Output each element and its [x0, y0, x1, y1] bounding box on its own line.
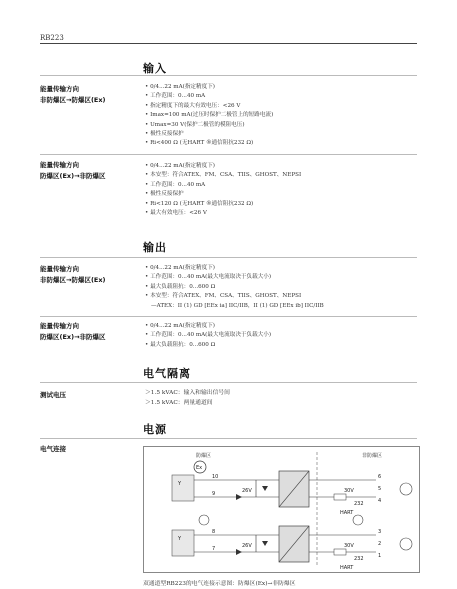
bullet-list: [145, 162, 301, 218]
transmitter-icon: [172, 475, 194, 501]
resistor-icon: [334, 549, 346, 555]
bullet-list: [145, 83, 273, 149]
list-item: • 0/4...22 mA(指定精度下): [145, 322, 271, 331]
transmitter-icon: [172, 530, 194, 556]
list-item: —ATEX：II (1) GD [EEx ia] IIC/IIB，II (1) GD [EEx ib] IIC/IIB: [151, 302, 324, 309]
safe-zone-label: 非防爆区: [362, 453, 383, 459]
list-item: • 0/4...22 mA(指定精度下): [145, 83, 273, 92]
voltage-label: 30V: [344, 488, 354, 494]
diagram-caption: 双通道型RB223的电气连接示意图：防爆区(Ex)→非防爆区: [143, 581, 296, 587]
section-title-input: 输入: [143, 62, 167, 75]
list-item: • 指定精度下的最大有效电压：<26 V: [145, 102, 273, 111]
ex-mark-text: Ex: [196, 465, 203, 471]
section-rule: [40, 75, 417, 76]
terminal-label: 2: [378, 541, 382, 547]
row-label: 能量传输方向 非防爆区→防爆区(Ex): [40, 265, 106, 284]
resistor-icon: [334, 494, 346, 500]
bullet-list: [145, 264, 324, 311]
zener-icon: [262, 541, 268, 546]
load-icon: [400, 483, 412, 495]
list-item: • 最大负载阻抗：0...600 Ω: [145, 283, 324, 292]
terminal-label: 1: [378, 553, 382, 559]
section-title-power: 电源: [143, 423, 167, 436]
hart-label: HART: [340, 565, 354, 571]
svg-text:Y: Y: [178, 481, 182, 487]
list-item: • 0/4...22 mA(指定精度下): [145, 162, 301, 171]
terminal-label: 4: [378, 498, 382, 504]
section-rule: [40, 438, 417, 439]
hazardous-zone-label: 防爆区: [196, 453, 212, 459]
load-icon: [400, 538, 412, 550]
row-label: 测试电压: [40, 391, 66, 399]
bullet-list: [145, 322, 271, 350]
row-label: 能量传输方向 非防爆区→防爆区(Ex): [40, 85, 106, 104]
wiring-diagram-svg: [144, 447, 419, 572]
resistor-label: 232: [354, 556, 364, 562]
list-item: • 最大有效电压：<26 V: [145, 209, 301, 218]
header-rule: [40, 43, 417, 44]
isolation-lines: ＞1.5 kVAC：输入和输出信号间 ＞1.5 kVAC：两量通道间: [145, 390, 230, 406]
voltage-label: 26V: [242, 488, 252, 494]
row-label: 能量传输方向 防爆区(Ex)→非防爆区: [40, 322, 106, 341]
row-rule: [40, 316, 417, 317]
list-item: • 本安型：符合ATEX、FM、CSA、TIIS、GHOST、NEPSI: [145, 292, 324, 301]
list-item: • Imax=100 mA(过压时保护二极管上的短路电流): [145, 111, 273, 120]
terminal-label: 9: [212, 491, 216, 497]
diode-icon: [236, 494, 242, 500]
zener-icon: [262, 486, 268, 491]
connector-icon: [353, 515, 363, 525]
list-item: • 极性反接保护: [145, 130, 273, 139]
voltage-label: 26V: [242, 543, 252, 549]
list-item: • Ri<400 Ω (无HART ®通信阻抗232 Ω): [145, 139, 273, 148]
terminal-label: 5: [378, 486, 382, 492]
connector-icon: [199, 515, 209, 525]
list-item: • 工作范围：0...40 mA: [145, 92, 273, 101]
section-rule: [40, 382, 417, 383]
list-item: • Ri<120 Ω (无HART ®通信阻抗232 Ω): [145, 200, 301, 209]
channel-1: [172, 471, 412, 516]
channel-2: [172, 526, 412, 571]
voltage-label: 30V: [344, 543, 354, 549]
terminal-label: 6: [378, 474, 382, 480]
terminal-label: 10: [212, 474, 219, 480]
section-title-output: 输出: [143, 241, 167, 254]
row-label: 能量传输方向 防爆区(Ex)→非防爆区: [40, 161, 106, 180]
list-item: • Umax=30 V(保护二极管的模阻电压): [145, 121, 273, 130]
diode-icon: [236, 549, 242, 555]
section-rule: [40, 257, 417, 258]
section-title-isolation: 电气隔离: [143, 367, 191, 380]
wiring-diagram: [143, 446, 420, 573]
list-item: • 工作范围：0...40 mA(最大电流取决于负载大小): [145, 273, 324, 282]
terminal-label: 7: [212, 546, 216, 552]
row-label: 电气连接: [40, 445, 66, 453]
hart-label: HART: [340, 510, 354, 516]
list-item: • 本安型：符合ATEX、FM、CSA、TIIS、GHOST、NEPSI: [145, 171, 301, 180]
terminal-label: 3: [378, 529, 382, 535]
row-rule: [40, 154, 417, 155]
document-code: RB223: [40, 34, 64, 42]
list-item: • 工作范围：0...40 mA: [145, 181, 301, 190]
list-item: • 极性反接保护: [145, 190, 301, 199]
list-item: • 工作范围：0...40 mA(最大电流取决于负载大小): [145, 331, 271, 340]
terminal-label: 8: [212, 529, 216, 535]
svg-text:Y: Y: [178, 536, 182, 542]
list-item: • 0/4...22 mA(指定精度下): [145, 264, 324, 273]
list-item: • 最大负载阻抗：0...600 Ω: [145, 341, 271, 350]
resistor-label: 232: [354, 501, 364, 507]
